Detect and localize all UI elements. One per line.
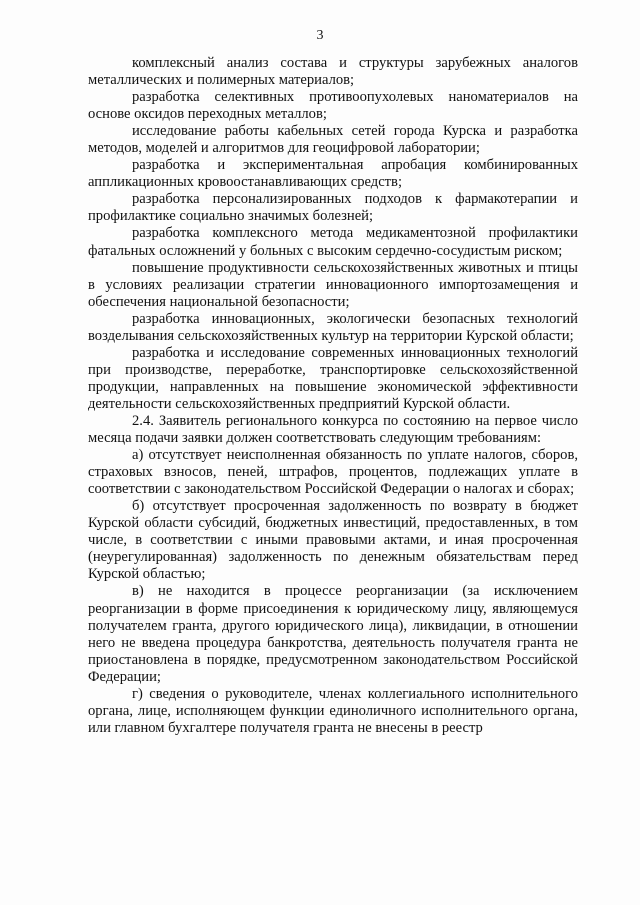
requirement-v: в) не находится в процессе реорганизации (за исключением реорганизации в форме присоединения к юридическому лицу, являющемуся получателем гранта, другого юридического лица), ликвидации, в отношении него не введена процедура банкротства, деятельность получателя гранта не приостановлена в порядке, предусмотренном законодательством Российской Федерации; bbox=[88, 583, 578, 685]
paragraph: разработка селективных противоопухолевых наноматериалов на основе оксидов переходных металлов; bbox=[88, 89, 578, 123]
requirement-a: а) отсутствует неисполненная обязанность по уплате налогов, сборов, страховых взносов, пеней, штрафов, процентов, подлежащих уплате в соответствии с законодательством Российской Федерации о налогах и сборах; bbox=[88, 447, 578, 498]
page-number: 3 bbox=[316, 28, 324, 43]
requirement-g: г) сведения о руководителе, членах коллегиального исполнительного органа, лице, исполняющем функции единоличного исполнительного органа, или главном бухгалтере получателя гранта не внесены в реестр bbox=[88, 685, 578, 736]
paragraph: разработка комплексного метода медикаментозной профилактики фатальных осложнений у больных с высоким сердечно-сосудистым риском; bbox=[88, 225, 578, 259]
paragraph: разработка и экспериментальная апробация комбинированных аппликационных кровоостанавливающих средств; bbox=[88, 157, 578, 191]
paragraph: разработка инновационных, экологически безопасных технологий возделывания сельскохозяйственных культур на территории Курской области; bbox=[88, 310, 578, 344]
paragraph: повышение продуктивности сельскохозяйственных животных и птицы в условиях реализации стратегии инновационного импортозамещения и обеспечения национальной безопасности; bbox=[88, 259, 578, 310]
paragraph: разработка и исследование современных инновационных технологий при производстве, переработке, транспортировке сельскохозяйственной продукции, направленных на повышение экономической эффективности деятельности сельскохозяйственных предприятий Курской области. bbox=[88, 344, 578, 412]
requirement-b: б) отсутствует просроченная задолженность по возврату в бюджет Курской области субсидий, бюджетных инвестиций, предоставленных, в том числе, в соответствии с иными правовыми актами, и иная просроченная (неурегулированная) задолженность по денежным обязательствам перед Курской областью; bbox=[88, 498, 578, 583]
paragraph: исследование работы кабельных сетей города Курска и разработка методов, моделей и алгоритмов для геоцифровой лаборатории; bbox=[88, 123, 578, 157]
paragraph: разработка персонализированных подходов к фармакотерапии и профилактике социально значимых болезней; bbox=[88, 191, 578, 225]
section-paragraph-2-4: 2.4. Заявитель регионального конкурса по состоянию на первое число месяца подачи заявки должен соответствовать следующим требованиям: bbox=[88, 412, 578, 447]
paragraph: комплексный анализ состава и структуры зарубежных аналогов металлических и полимерных материалов; bbox=[88, 55, 578, 89]
document-body bbox=[88, 55, 578, 737]
